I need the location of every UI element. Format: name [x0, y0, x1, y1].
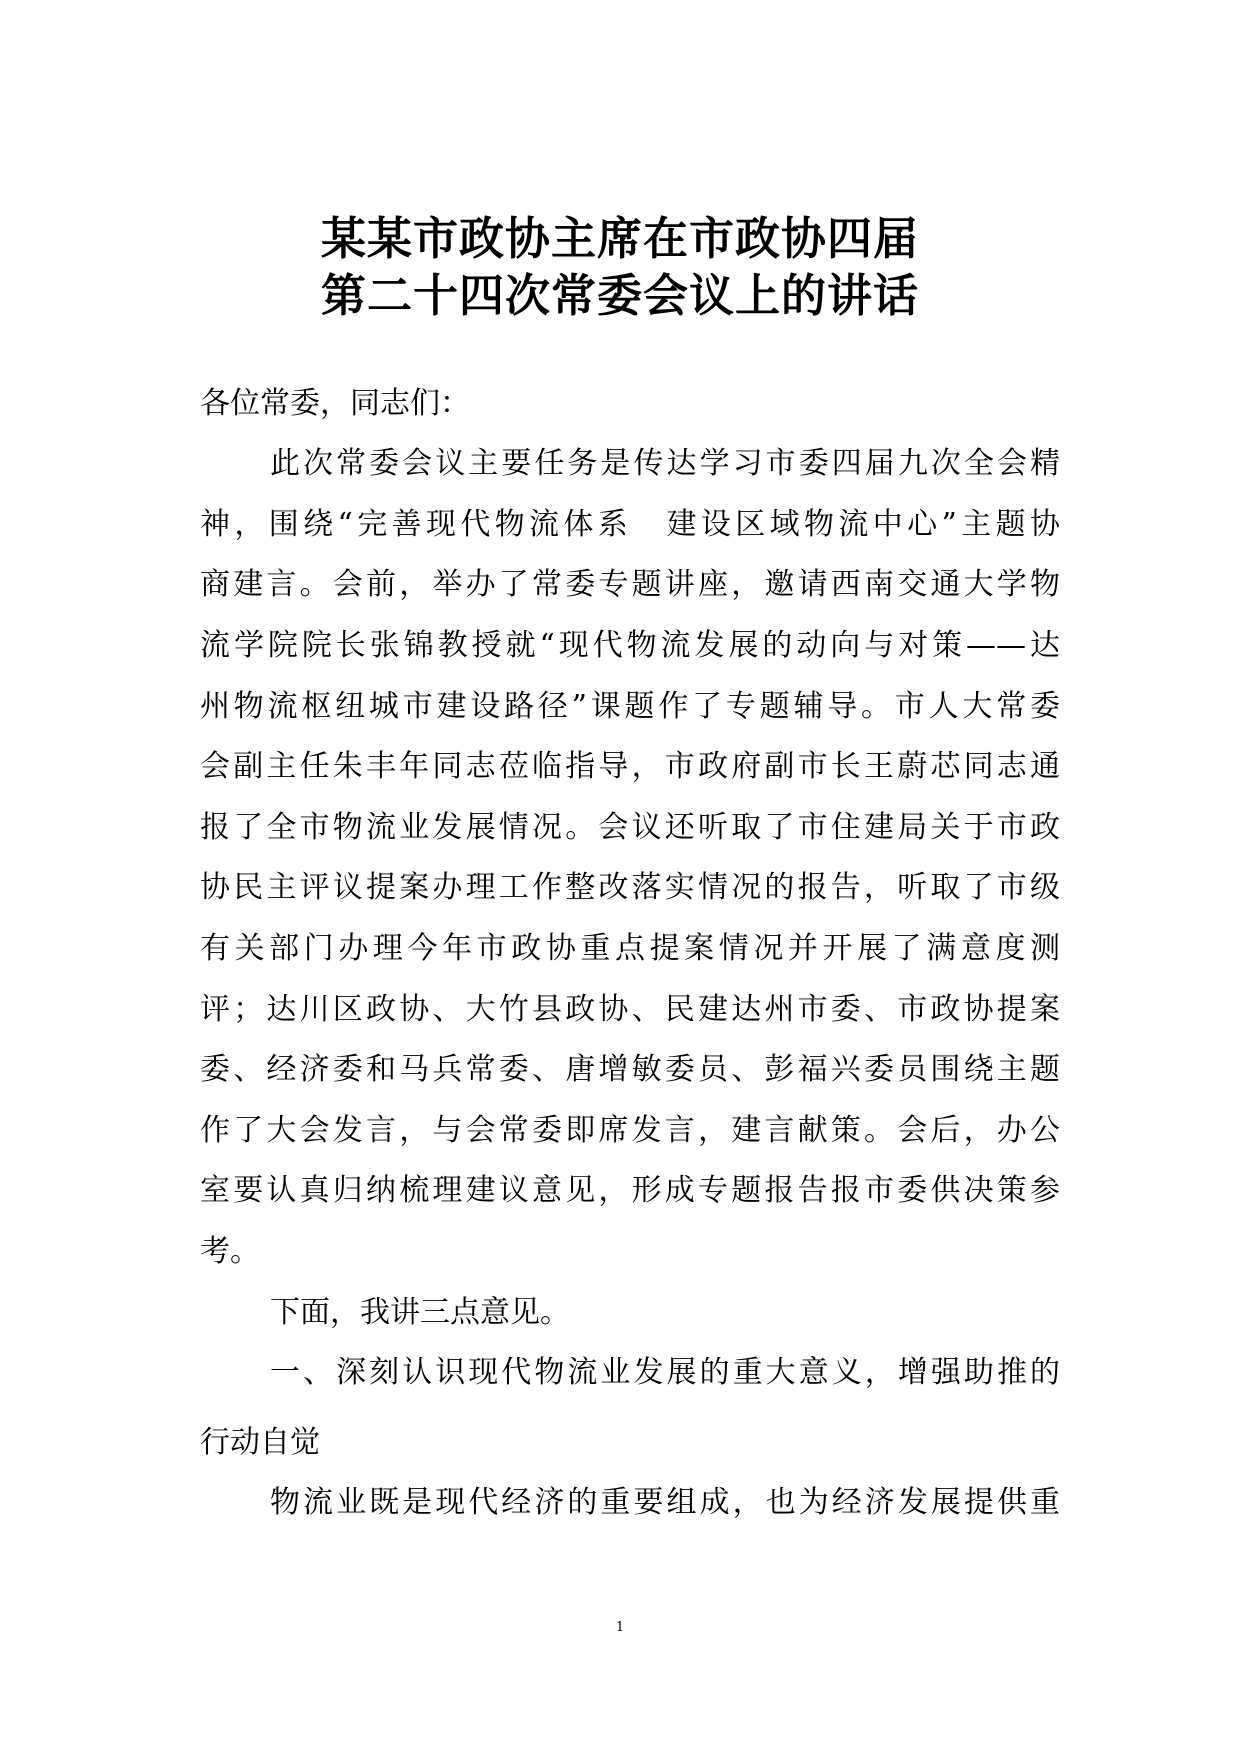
section1-heading-line: 一、深刻认识现代物流业发展的重大意义，增强助推的	[270, 1355, 1060, 1390]
paragraph3-line: 物流业既是现代经济的重要组成，也为经济发展提供重	[270, 1485, 1060, 1520]
document-title-line-1: 某某市政协主席在市政协四届	[320, 212, 919, 265]
paragraph1-line: 考。	[200, 1234, 260, 1269]
paragraph1-line: 此次常委会议主要任务是传达学习市委四届九次全会精	[270, 446, 1060, 481]
paragraph1-line: 流学院院长张锦教授就“现代物流发展的动向与对策——达	[200, 628, 1060, 663]
paragraph1-line: 委、经济委和马兵常委、唐增敏委员、彭福兴委员围绕主题	[200, 1052, 1060, 1087]
paragraph1-line: 会副主任朱丰年同志莅临指导，市政府副市长王蔚芯同志通	[200, 749, 1060, 784]
paragraph1-line: 协民主评议提案办理工作整改落实情况的报告，听取了市级	[200, 870, 1060, 905]
paragraph1-line: 作了大会发言，与会常委即席发言，建言献策。会后，办公	[200, 1113, 1060, 1148]
paragraph1-line: 评；达川区政协、大竹县政协、民建达州市委、市政协提案	[200, 992, 1060, 1027]
paragraph1-line: 州物流枢纽城市建设路径”课题作了专题辅导。市人大常委	[200, 689, 1060, 724]
salutation: 各位常委，同志们：	[200, 386, 470, 421]
paragraph1-line: 室要认真归纳梳理建议意见，形成专题报告报市委供决策参	[200, 1173, 1060, 1208]
paragraph1-line: 神，围绕“完善现代物流体系 建设区域物流中心”主题协	[200, 507, 1060, 542]
paragraph1-line: 有关部门办理今年市政协重点提案情况并开展了满意度测	[200, 931, 1060, 966]
paragraph1-line: 报了全市物流业发展情况。会议还听取了市住建局关于市政	[200, 810, 1060, 845]
document-title-line-2: 第二十四次常委会议上的讲话	[320, 269, 919, 322]
paragraph1-line: 商建言。会前，举办了常委专题讲座，邀请西南交通大学物	[200, 567, 1060, 602]
paragraph2: 下面，我讲三点意见。	[270, 1295, 570, 1330]
page-number: 1	[615, 1620, 625, 1635]
section1-heading-line: 行动自觉	[200, 1425, 320, 1460]
